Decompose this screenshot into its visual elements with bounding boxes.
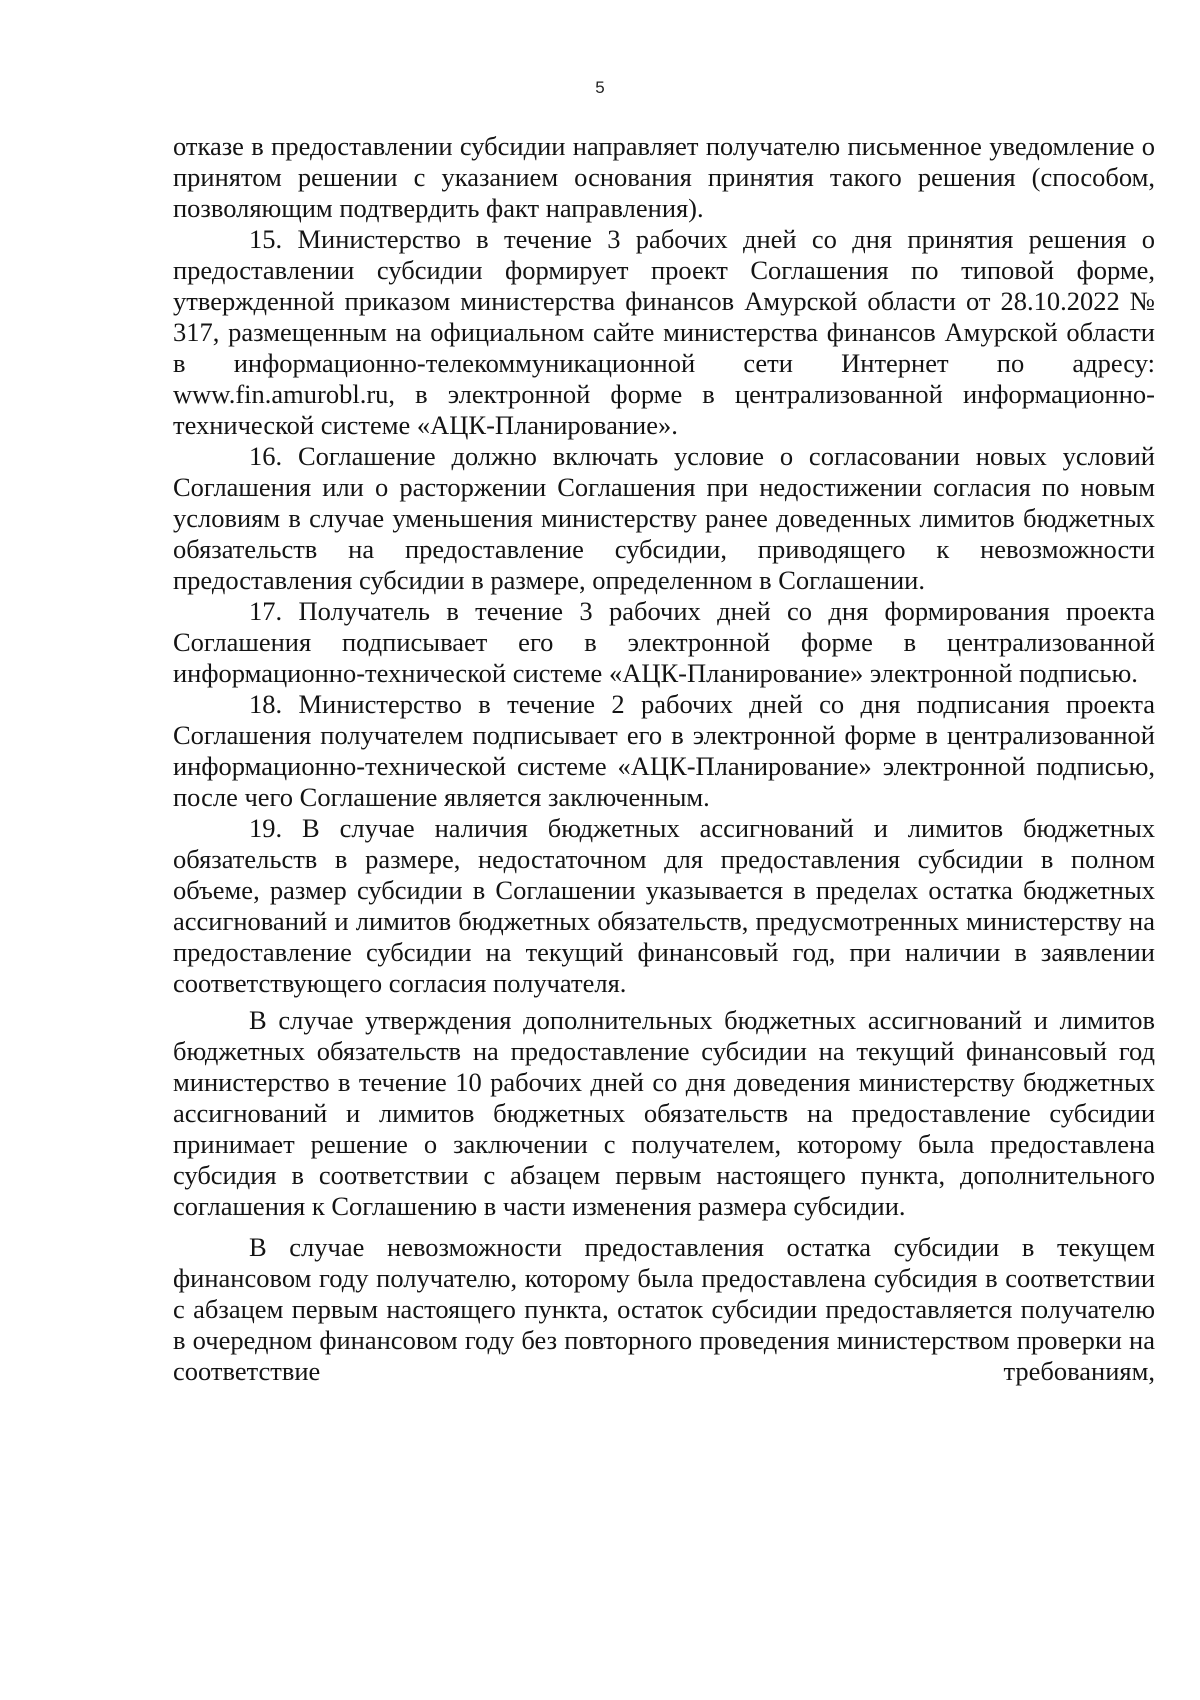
paragraph-item-17: 17. Получатель в течение 3 рабочих дней со дня формирования проекта Соглашения подписывает его в электронной форме в централизованной информационно-технической системе «АЦК-Планирование» электронной подписью.: [173, 596, 1155, 688]
page-number: 5: [595, 78, 605, 97]
paragraph-item-18: 18. Министерство в течение 2 рабочих дней со дня подписания проекта Соглашения получателем подписывает его в электронной форме в централизованной информационно-технической системе «АЦК-Планирование» электронной подписью, после чего Соглашение является заключенным.: [173, 689, 1155, 812]
paragraph-item-19: 19. В случае наличия бюджетных ассигнований и лимитов бюджетных обязательств в размере, недостаточном для предоставления субсидии в полном объеме, размер субсидии в Соглашении указывается в пределах остатка бюджетных ассигнований и лимитов бюджетных обязательств, предусмотренных министерству на предоставление субсидии на текущий финансовый год, при наличии в заявлении соответствующего согласия получателя.: [173, 813, 1155, 998]
paragraph-item-16: 16. Соглашение должно включать условие о согласовании новых условий Соглашения или о расторжении Соглашения при недостижении согласия по новым условиям в случае уменьшения министерству ранее доведенных лимитов бюджетных обязательств на предоставление субсидии, приводящего к невозможности предоставления субсидии в размере, определенном в Соглашении.: [173, 441, 1155, 595]
paragraph-item-15: 15. Министерство в течение 3 рабочих дней со дня принятия решения о предоставлении субсидии формирует проект Соглашения по типовой форме, утвержденной приказом министерства финансов Амурской области от 28.10.2022 № 317, размещенным на официальном сайте министерства финансов Амурской области в информационно-телекоммуникационной сети Интернет по адресу: www.fin.amurobl.ru, в электронной форме в централизованной информационно-технической системе «АЦК-Планирование».: [173, 224, 1155, 440]
paragraph-item-19-third: В случае невозможности предоставления остатка субсидии в текущем финансовом году получателю, которому была предоставлена субсидия в соответствии с абзацем первым настоящего пункта, остаток субсидии предоставляется получателю в очередном финансовом году без повторного проведения министерством проверки на соответствие требованиям,: [173, 1232, 1155, 1386]
paragraph-item-19-second: В случае утверждения дополнительных бюджетных ассигнований и лимитов бюджетных обязательств на предоставление субсидии на текущий финансовый год министерство в течение 10 рабочих дней со дня доведения министерству бюджетных ассигнований и лимитов бюджетных обязательств на предоставление субсидии принимает решение о заключении с получателем, которому была предоставлена субсидия в соответствии с абзацем первым настоящего пункта, дополнительного соглашения к Соглашению в части изменения размера субсидии.: [173, 1005, 1155, 1221]
paragraph-continued: отказе в предоставлении субсидии направляет получателю письменное уведомление о принятом решении с указанием основания принятия такого решения (способом, позволяющим подтвердить факт направления).: [173, 131, 1155, 223]
document-body: [173, 131, 1155, 1387]
